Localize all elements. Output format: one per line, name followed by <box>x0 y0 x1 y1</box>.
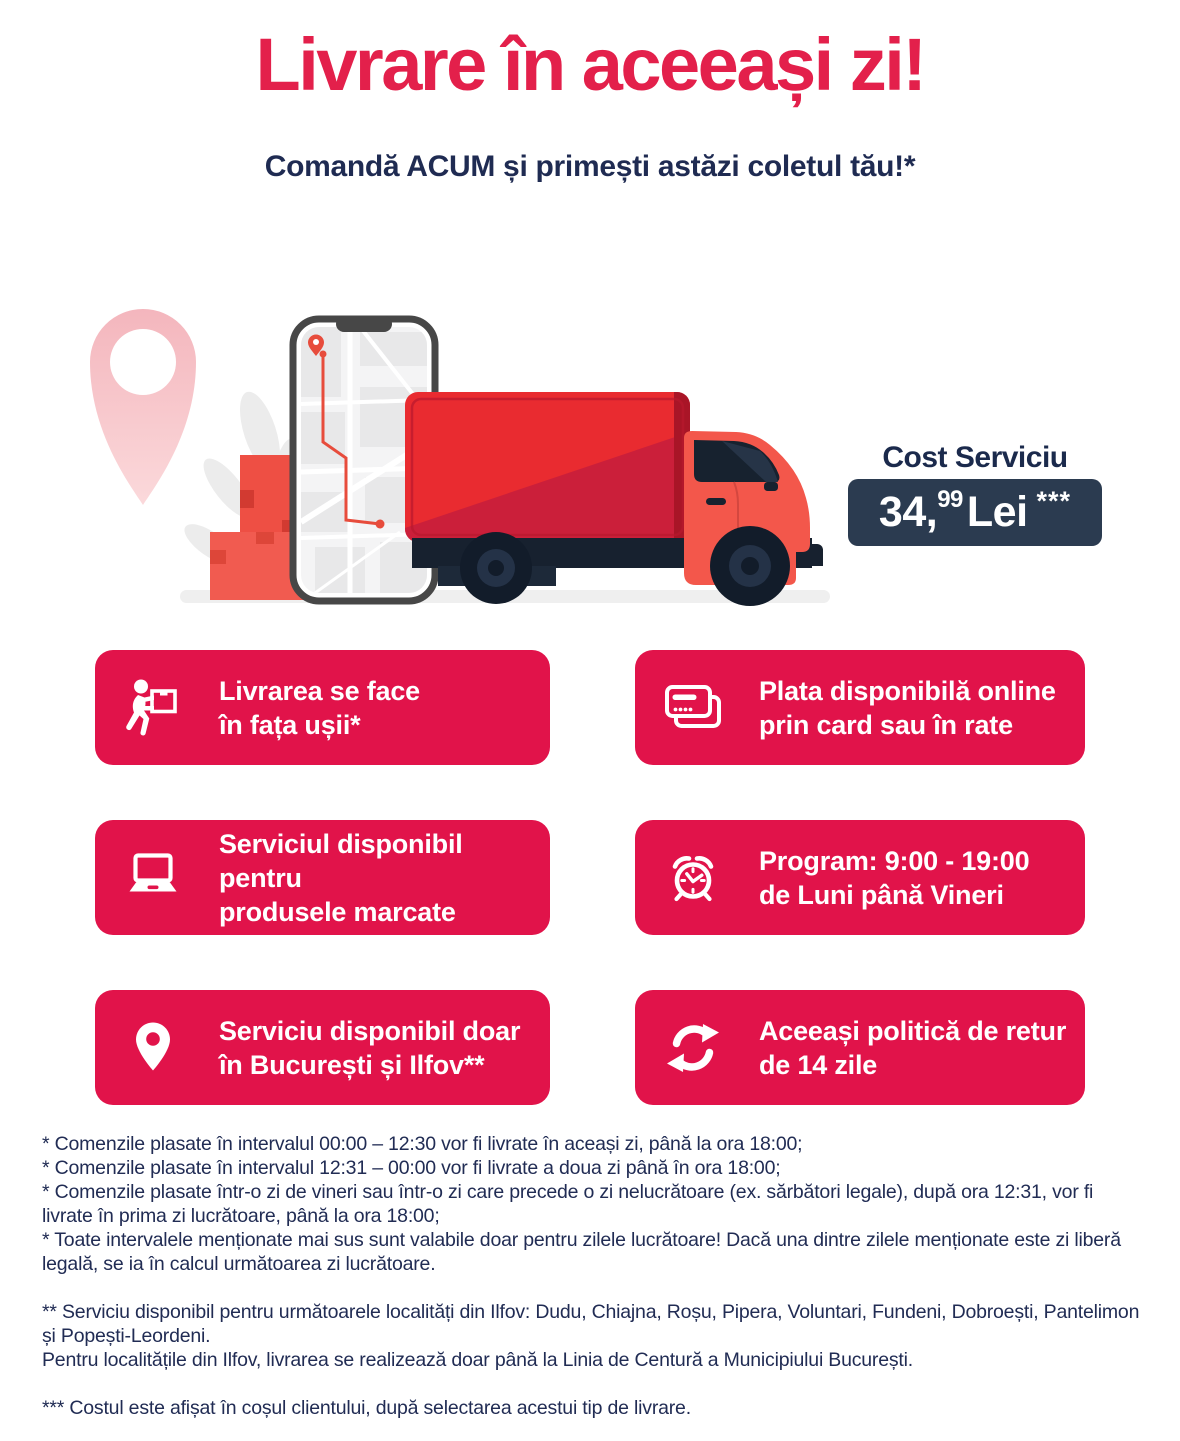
card-line: Serviciu disponibil doar <box>219 1015 521 1046</box>
card-line: produsele marcate <box>219 896 456 927</box>
card-line: de Luni până Vineri <box>759 879 1004 910</box>
card-line: de 14 zile <box>759 1049 878 1080</box>
card-text <box>759 844 1029 912</box>
info-cards-grid <box>95 650 1085 1105</box>
info-card-online-payment <box>635 650 1085 765</box>
footnote: * Toate intervalele menționate mai sus sunt valabile doar pentru zilele lucrătoare! Dacă una dintre zilele menționate este zi liberă legală, se ia în calcul următoarea zi lucrătoare. <box>42 1229 1121 1275</box>
credit-card-icon <box>663 678 723 738</box>
card-line: în fața ușii* <box>219 709 361 740</box>
card-line: Livrarea se face <box>219 675 420 706</box>
footnote: ** Serviciu disponibil pentru următoarele localități din Ilfov: Dudu, Chiajna, Roșu, Pipera, Voluntari, Fundeni, Dobroești, Pantelimon și Popești-Leordeni. <box>42 1301 1140 1347</box>
delivery-person-icon <box>123 678 183 738</box>
info-card-delivery-at-door <box>95 650 550 765</box>
page-title: Livrare în aceeași zi! <box>255 23 925 106</box>
footnote: * Comenzile plasate în intervalul 00:00 – 12:30 vor fi livrate în aceași zi, până la ora 18:00; <box>42 1133 803 1155</box>
card-line: Plata disponibilă online <box>759 675 1056 706</box>
info-card-schedule <box>635 820 1085 935</box>
footnote: *** Costul este afișat în coșul clientului, după selectarea acestui tip de livrare. <box>42 1397 691 1419</box>
card-text <box>759 674 1056 742</box>
map-pin-icon <box>90 309 196 505</box>
return-arrows-icon <box>663 1018 723 1078</box>
footnote: * Comenzile plasate într-o zi de vineri sau într-o zi care precede o zi nelucrătoare (ex. sărbători legale), după ora 12:31, vor fi livrate în prima zi lucrătoare, până la ora 18:00; <box>42 1181 1094 1227</box>
card-text <box>219 827 532 929</box>
card-line: în București și Ilfov** <box>219 1049 485 1080</box>
delivery-illustration <box>60 292 840 614</box>
card-line: Program: 9:00 - 19:00 <box>759 845 1030 876</box>
card-text <box>219 1014 520 1082</box>
page-subtitle: Comandă ACUM și primești astăzi coletul tău!* <box>264 150 916 183</box>
card-line: Serviciul disponibil pentru <box>219 828 463 893</box>
delivery-truck-illustration <box>405 392 823 606</box>
footnotes <box>42 1132 1140 1420</box>
location-pin-icon <box>123 1018 183 1078</box>
card-line: prin card sau în rate <box>759 709 1013 740</box>
card-text <box>759 1014 1066 1082</box>
price-badge <box>848 479 1102 546</box>
info-card-marked-products <box>95 820 550 935</box>
price-decimals: 99 <box>937 485 963 513</box>
alarm-clock-icon <box>663 848 723 908</box>
price-unit: Lei <box>966 488 1028 536</box>
info-card-return-policy <box>635 990 1085 1105</box>
price-asterisks: *** <box>1036 486 1072 516</box>
cost-label: Cost Serviciu <box>882 441 1068 474</box>
footnote: * Comenzile plasate în intervalul 12:31 – 00:00 vor fi livrate a doua zi până în ora 18:00; <box>42 1157 781 1179</box>
card-text <box>219 674 420 742</box>
footnote: Pentru localitățile din Ilfov, livrarea se realizează doar până la Linia de Centură a Municipiului București. <box>42 1349 913 1371</box>
card-line: Aceeași politică de retur <box>759 1015 1067 1046</box>
info-card-coverage-area <box>95 990 550 1105</box>
price-main: 34, <box>878 488 938 536</box>
laptop-icon <box>123 848 183 908</box>
